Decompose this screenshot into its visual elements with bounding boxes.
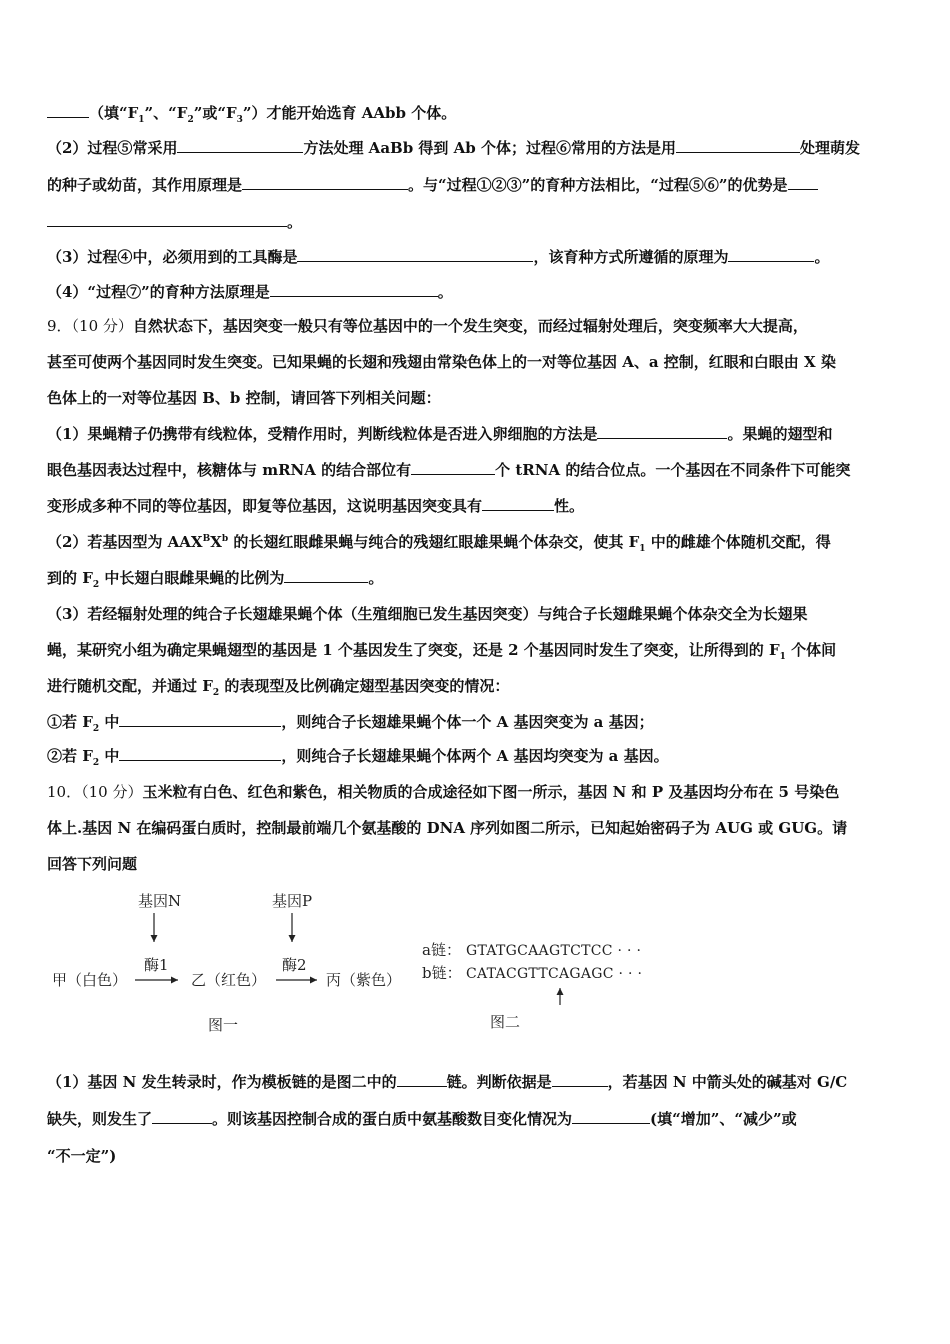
gene-p-label: 基因P	[272, 892, 313, 910]
q10-p1-line-2: 缺失，则发生了 。则该基因控制合成的蛋白质中氨基酸数目变化情况为 (填“增加”、“减少”或	[47, 1110, 797, 1128]
answer-blank[interactable]	[152, 1109, 212, 1124]
q9-p2-line-2: 到的 $F_2$ 中长翅白眼雌果蝇的比例为 。	[47, 569, 384, 590]
q9-line-2: 甚至可使两个基因同时发生突变。已知果蝇的长翅和残翅由常染色体上的一对等位基因 A、a 控制，红眼和白眼由 X 染	[47, 353, 836, 371]
strand-b-sequence: CATACGTTCAGAGC · · ·	[466, 966, 643, 982]
substance-jia: 甲（白色）	[52, 971, 128, 989]
question-number: 9．（10 分）	[47, 317, 133, 335]
q8-line-6: （4）“过程⑦”的育种方法原理是 。	[47, 283, 453, 301]
q9-p3-line-2: 蝇，某研究小组为确定果蝇翅型的基因是 1 个基因发生了突变，还是 2 个基因同时发生了突变，让所得到的 $F_1$ 个体间	[47, 641, 837, 662]
q10-line-3: 回答下列问题	[47, 855, 138, 873]
answer-blank[interactable]	[552, 1072, 608, 1087]
q8-line-1: （填“$F_1$”、“$F_2$”或“$F_3$”）才能开始选育 AAbb 个体。	[47, 103, 456, 123]
answer-blank[interactable]	[397, 1072, 447, 1087]
q9-p2-line-1: （2）若基因型为 $AAX^BX^b$ 的长翅红眼雌果蝇与纯合的残翅红眼雄果蝇个体杂交，使其 $F_1$ 中的雌雄个体随机交配，得	[47, 533, 831, 554]
strand-a-sequence: GTATGCAAGTCTCC · · ·	[466, 943, 642, 959]
q9-p3-line-1: （3）若经辐射处理的纯合子长翅雄果蝇个体（生殖细胞已发生基因突变）与纯合子长翅雌果蝇个体杂交全为长翅果	[47, 605, 808, 623]
q9-option-1: ①若 $F_2$ 中 ，则纯合子长翅雄果蝇个体一个 A 基因突变为 a 基因；	[47, 713, 654, 734]
q9-line-1: 9．（10 分）自然状态下，基因突变一般只有等位基因中的一个发生突变，而经过辐射处理后，突变频率大大提高，	[47, 317, 808, 335]
q8-line-2: （2）过程⑤常采用 方法处理 AaBb 得到 Ab 个体；过程⑥常用的方法是用 处理萌发	[47, 139, 861, 157]
enzyme-1-label: 酶1	[144, 956, 169, 974]
substance-yi: 乙（红色）	[191, 971, 267, 989]
q9-p1-line-3: 变形成多种不同的等位基因，即复等位基因，这说明基因突变具有 性。	[47, 497, 585, 515]
q10-p1-line-1: （1）基因 N 发生转录时，作为模板链的是图二中的 链。判断依据是 ，若基因 N 中箭头处的碱基对 G/C	[47, 1073, 848, 1091]
q10-line-1: 10．（10 分）玉米粒有白色、红色和紫色，相关物质的合成途径如下图一所示，基因 N 和 P 及基因均分布在 5 号染色	[47, 783, 840, 801]
enzyme-2-label: 酶2	[282, 956, 307, 974]
question-number: 10．（10 分）	[47, 783, 143, 801]
answer-blank[interactable]	[572, 1109, 650, 1124]
q9-p1-line-1: （1）果蝇精子仍携带有线粒体，受精作用时，判断线粒体是否进入卵细胞的方法是 。果蝇的翅型和	[47, 425, 833, 443]
strand-a-label: a链：	[422, 941, 461, 959]
figure-1-caption: 图一	[208, 1016, 239, 1034]
q8-line-3: 的种子或幼苗，其作用原理是 。与“过程①②③”的育种方法相比，“过程⑤⑥”的优势是	[47, 175, 818, 195]
q8-line-5: （3）过程④中，必须用到的工具酶是 ，该育种方式所遵循的原理为 。	[47, 248, 830, 266]
substance-bing: 丙（紫色）	[326, 971, 402, 989]
q8-line-4: 。	[47, 212, 302, 232]
q9-line-3: 色体上的一对等位基因 B、b 控制，请回答下列相关问题：	[47, 389, 441, 407]
q9-p1-line-2: 眼色基因表达过程中，核糖体与 mRNA 的结合部位有 个 tRNA 的结合位点。一个基因在不同条件下可能突	[47, 461, 851, 479]
q10-p1-line-3: “不一定”)	[47, 1147, 117, 1165]
strand-b-label: b链：	[422, 964, 462, 982]
q9-option-2: ②若 $F_2$ 中 ，则纯合子长翅雄果蝇个体两个 A 基因均突变为 a 基因。	[47, 747, 669, 768]
figure-2-caption: 图二	[490, 1013, 521, 1031]
gene-n-label: 基因N	[138, 892, 182, 910]
q9-p3-line-3: 进行随机交配，并通过 $F_2$ 的表现型及比例确定翅型基因突变的情况：	[47, 677, 510, 698]
q10-line-2: 体上.基因 N 在编码蛋白质时，控制最前端几个氨基酸的 DNA 序列如图二所示，已知起始密码子为 AUG 或 GUG。请	[47, 819, 848, 837]
